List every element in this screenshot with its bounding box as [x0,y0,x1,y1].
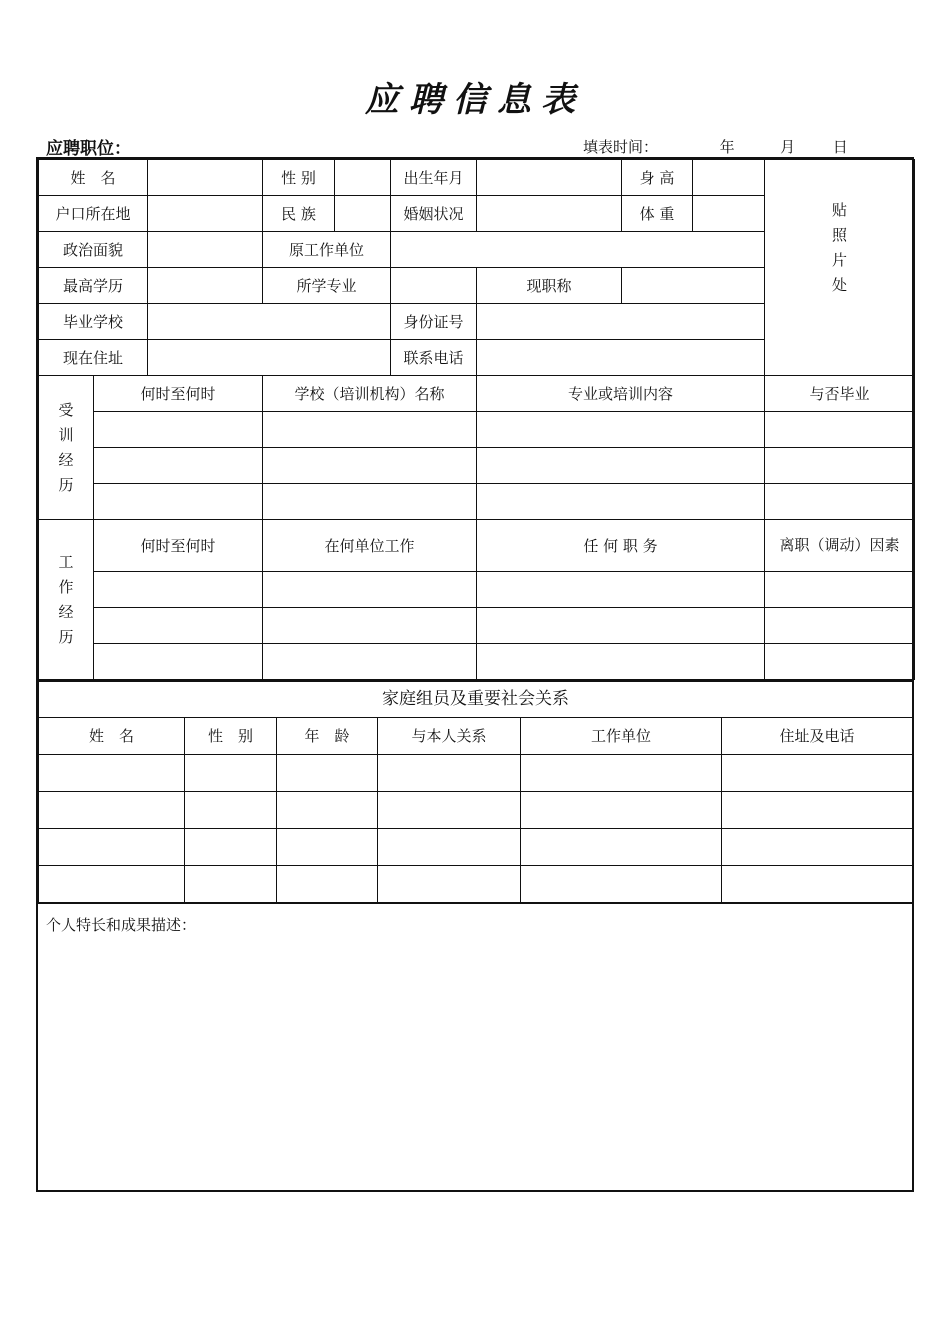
training-cell[interactable] [263,412,477,448]
fill-date [583,136,848,157]
family-header: 住址及电话 [722,718,913,755]
family-cell[interactable] [39,866,185,903]
work-header: 何时至何时 [94,520,263,572]
family-cell[interactable] [378,866,521,903]
gender-field[interactable] [335,160,391,196]
weight-label: 体 重 [622,196,693,232]
form-title: 应聘信息表 [365,80,585,120]
family-header: 性 别 [185,718,277,755]
family-cell[interactable] [722,866,913,903]
job-title-field[interactable] [622,268,765,304]
training-header: 与否毕业 [765,376,915,412]
training-row [39,412,915,448]
work-cell[interactable] [765,572,915,608]
family-row [39,755,913,792]
height-label: 身 高 [622,160,693,196]
prev-employer-field[interactable] [391,232,765,268]
application-form-main [36,157,914,681]
fill-date-year: 年 [719,138,735,156]
political-field[interactable] [148,232,263,268]
family-cell[interactable] [277,829,378,866]
training-side-char: 历 [58,475,74,494]
major-field[interactable] [391,268,477,304]
family-row [39,792,913,829]
training-cell[interactable] [765,412,915,448]
hukou-field[interactable] [148,196,263,232]
work-cell[interactable] [477,644,765,680]
photo-char: 照 [832,225,848,244]
work-header: 在何单位工作 [263,520,477,572]
training-cell[interactable] [94,484,263,520]
family-title: 家庭组员及重要社会关系 [39,682,913,718]
training-row [39,448,915,484]
family-cell[interactable] [521,829,722,866]
family-cell[interactable] [378,755,521,792]
basic-row-1 [39,160,915,196]
work-cell[interactable] [94,644,263,680]
birth-label: 出生年月 [391,160,477,196]
school-field[interactable] [148,304,391,340]
family-cell[interactable] [185,866,277,903]
name-label: 姓 名 [39,160,148,196]
family-row [39,829,913,866]
marital-field[interactable] [477,196,622,232]
training-header: 学校（培训机构）名称 [263,376,477,412]
training-header-row [39,376,915,412]
family-cell[interactable] [277,755,378,792]
education-label: 最高学历 [39,268,148,304]
family-table [38,681,913,903]
main-table [38,159,915,680]
education-field[interactable] [148,268,263,304]
family-header: 年 龄 [277,718,378,755]
family-cell[interactable] [722,792,913,829]
training-cell[interactable] [94,448,263,484]
family-cell[interactable] [378,829,521,866]
family-header: 工作单位 [521,718,722,755]
photo-char: 处 [832,275,848,294]
photo-box[interactable] [765,160,915,376]
training-cell[interactable] [765,484,915,520]
training-cell[interactable] [263,484,477,520]
work-cell[interactable] [263,572,477,608]
family-cell[interactable] [39,829,185,866]
family-header: 与本人关系 [378,718,521,755]
id-number-label: 身份证号 [391,304,477,340]
work-side-char: 工 [58,552,74,571]
work-cell[interactable] [765,644,915,680]
training-header: 何时至何时 [94,376,263,412]
training-cell[interactable] [94,412,263,448]
training-cell[interactable] [477,412,765,448]
id-number-field[interactable] [477,304,765,340]
work-row [39,644,915,680]
ethnic-label: 民 族 [263,196,335,232]
fill-date-day: 日 [832,138,848,156]
address-label: 现在住址 [39,340,148,376]
training-side-char: 经 [58,450,74,469]
photo-char: 片 [832,250,848,269]
family-cell[interactable] [185,755,277,792]
birth-field[interactable] [477,160,622,196]
skills-label: 个人特长和成果描述： [46,916,197,934]
work-cell[interactable] [94,572,263,608]
work-header-row [39,520,915,572]
work-side-char: 经 [58,602,74,621]
family-cell[interactable] [185,792,277,829]
job-title-label: 现职称 [477,268,622,304]
family-cell[interactable] [378,792,521,829]
fill-date-month: 月 [780,138,796,156]
position-label: 应聘职位： [46,139,131,159]
work-side-label [39,520,94,680]
training-header: 专业或培训内容 [477,376,765,412]
work-cell[interactable] [477,572,765,608]
work-cell[interactable] [263,644,477,680]
ethnic-field[interactable] [335,196,391,232]
family-cell[interactable] [277,866,378,903]
name-field[interactable] [148,160,263,196]
height-field[interactable] [693,160,765,196]
family-cell[interactable] [39,755,185,792]
training-cell[interactable] [477,484,765,520]
family-cell[interactable] [521,755,722,792]
family-row [39,866,913,903]
work-cell[interactable] [263,608,477,644]
work-header: 任 何 职 务 [477,520,765,572]
family-cell[interactable] [722,755,913,792]
work-row [39,608,915,644]
work-side-char: 历 [58,627,74,646]
skills-section[interactable] [36,902,914,1192]
family-cell[interactable] [722,829,913,866]
training-side-char: 训 [58,425,74,444]
work-cell[interactable] [94,608,263,644]
major-label: 所学专业 [263,268,391,304]
training-side-char: 受 [58,400,74,419]
work-side-char: 作 [58,577,74,596]
prev-employer-label: 原工作单位 [263,232,391,268]
phone-label: 联系电话 [391,340,477,376]
fill-date-label: 填表时间： [583,138,659,156]
family-cell[interactable] [277,792,378,829]
work-header: 离职（调动）因素 [765,520,915,572]
training-cell[interactable] [477,448,765,484]
photo-char: 贴 [832,200,848,219]
family-header: 姓 名 [39,718,185,755]
phone-field[interactable] [477,340,765,376]
address-field[interactable] [148,340,391,376]
work-cell[interactable] [477,608,765,644]
family-cell[interactable] [521,866,722,903]
work-row [39,572,915,608]
family-cell[interactable] [521,792,722,829]
training-cell[interactable] [263,448,477,484]
family-cell[interactable] [39,792,185,829]
training-row [39,484,915,520]
work-cell[interactable] [765,608,915,644]
photo-label [765,198,914,298]
school-label: 毕业学校 [39,304,148,340]
weight-field[interactable] [693,196,765,232]
marital-label: 婚姻状况 [391,196,477,232]
political-label: 政治面貌 [39,232,148,268]
gender-label: 性 别 [263,160,335,196]
hukou-label: 户口所在地 [39,196,148,232]
training-cell[interactable] [765,448,915,484]
family-cell[interactable] [185,829,277,866]
family-section [36,679,914,904]
family-header-row [39,718,913,755]
training-side-label [39,376,94,520]
family-title-row [39,682,913,718]
